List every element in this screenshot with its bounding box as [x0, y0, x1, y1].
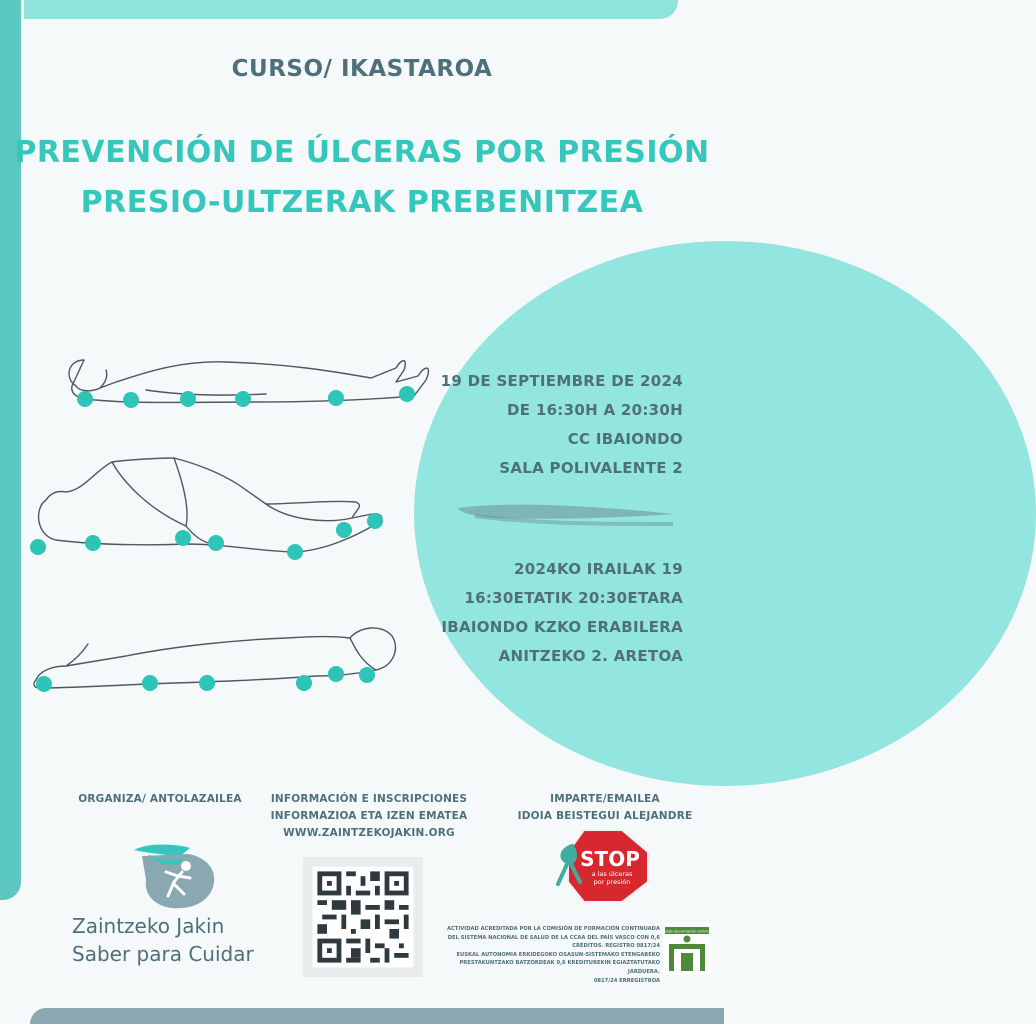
pressure-dot	[359, 667, 375, 683]
accreditation-line: DEL SISTEMA NACIONAL DE SALUD DE LA CCAA DEL PAÍS VASCO CON 0,6	[447, 934, 660, 941]
instructor-heading: IMPARTE/EMAILEA	[550, 793, 660, 805]
stop-word: STOP	[580, 847, 640, 871]
title-spanish: PREVENCIÓN DE ÚLCERAS POR PRESIÓN	[14, 135, 710, 170]
event-room-eu: ANITZEKO 2. ARETOA	[498, 647, 683, 665]
pressure-dot	[142, 675, 158, 691]
stop-ulceras-logo	[554, 828, 650, 904]
event-info-spanish	[441, 367, 683, 483]
event-time-es: DE 16:30H A 20:30H	[507, 401, 683, 419]
bottom-decor-band	[30, 1008, 724, 1024]
accreditation-badge	[658, 923, 716, 975]
pressure-dot	[77, 391, 93, 407]
accreditation-text	[442, 925, 660, 985]
accreditation-line: ACTIVIDAD ACREDITADA POR LA COMISIÓN DE FORMACIÓN CONTINUADA	[446, 926, 660, 932]
event-venue-es: CC IBAIONDO	[567, 430, 683, 448]
pressure-dot	[296, 675, 312, 691]
qr-code[interactable]	[303, 857, 423, 977]
pressure-dot	[123, 392, 139, 408]
pressure-dot	[399, 386, 415, 402]
accreditation-line: 0817/24 ERREGISTROA	[593, 977, 660, 984]
stop-subtitle-2: por presión	[593, 878, 631, 886]
accreditation-line: EUSKAL AUTONOMIA ERKIDEGOKO OSASUN-SISTEMAKO ETENGABEKO	[456, 951, 660, 958]
instructor-name: IDOIA BEISTEGUI ALEJANDRE	[517, 810, 693, 822]
title-basque: PRESIO-ULTZERAK PREBENITZEA	[80, 185, 644, 220]
pressure-dot	[235, 391, 251, 407]
pressure-dot	[328, 666, 344, 682]
pressure-dot	[180, 391, 196, 407]
pressure-dot	[199, 675, 215, 691]
pressure-dot	[175, 530, 191, 546]
pressure-dot	[367, 513, 383, 529]
event-room-es: SALA POLIVALENTE 2	[499, 459, 683, 477]
event-time-eu: 16:30ETATIK 20:30ETARA	[464, 589, 683, 607]
pressure-dot	[208, 535, 224, 551]
top-decor-band	[24, 0, 678, 19]
pressure-dot	[336, 522, 352, 538]
registration-heading-es: INFORMACIÓN E INSCRIPCIONES	[270, 793, 468, 805]
accreditation-line: PRESTAKUNTZAKO BATZORDEAK 0,6 KREDITUREKIN EGIAZTATUTAKO JARDUERA.	[459, 960, 660, 975]
accreditation-line: CRÉDITOS. REGISTRO 0817/24	[572, 943, 660, 950]
pressure-dot	[30, 539, 46, 555]
event-venue-eu: IBAIONDO KZKO ERABILERA	[441, 618, 683, 636]
registration-heading-eu: INFORMAZIOA ETA IZEN EMATEA	[270, 810, 468, 822]
zaintzeko-jakin-logo	[128, 842, 220, 912]
pressure-dot	[287, 544, 303, 560]
event-info-basque	[441, 555, 683, 671]
stop-subtitle-1: a las úlceras	[591, 870, 633, 878]
pressure-dot	[85, 535, 101, 551]
logo-name: Zaintzeko Jakin	[72, 914, 225, 938]
pressure-dot	[328, 390, 344, 406]
logo-tagline: Saber para Cuidar	[72, 942, 254, 966]
organizer-heading: ORGANIZA/ ANTOLAZAILEA	[78, 793, 242, 805]
badge-label: Comisión de Formación Continuada	[658, 929, 716, 934]
brush-stroke-divider	[455, 494, 680, 534]
event-date-es: 19 DE SEPTIEMBRE DE 2024	[440, 372, 683, 390]
qr-code-icon	[303, 857, 423, 977]
patient-figures-illustration	[26, 340, 426, 700]
pressure-dot	[36, 676, 52, 692]
instructor-block	[505, 791, 705, 825]
website-link[interactable]: WWW.ZAINTZEKOJAKIN.ORG	[283, 827, 455, 839]
course-label: CURSO/ IKASTAROA	[231, 56, 493, 82]
event-date-eu: 2024KO IRAILAK 19	[514, 560, 683, 578]
registration-block	[264, 791, 474, 842]
